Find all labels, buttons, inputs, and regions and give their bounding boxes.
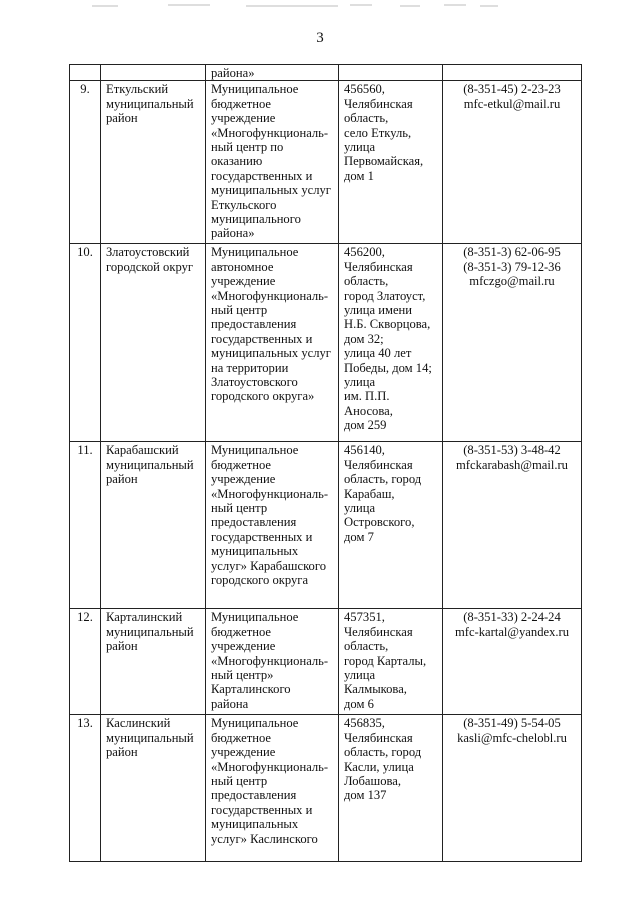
institution-line: «Многофункциональ- bbox=[211, 125, 329, 140]
institution-line: Муниципальное bbox=[211, 82, 299, 97]
address-line: 456200, bbox=[344, 245, 385, 260]
contacts-cell bbox=[443, 609, 582, 715]
address-line: область, город bbox=[344, 745, 422, 760]
institution-line: государственных и bbox=[211, 802, 313, 817]
address-line: село Еткуль, bbox=[344, 125, 412, 140]
district-line: муниципальный bbox=[106, 730, 194, 745]
institution-line: Златоустовского bbox=[211, 375, 298, 390]
address-line: дом 1 bbox=[344, 168, 374, 183]
institution-line: муниципальных услуг bbox=[211, 346, 331, 361]
institution-line: городского округа bbox=[211, 573, 309, 588]
contacts-line: (8-351-45) 2-23-23 bbox=[463, 82, 561, 97]
row-number: 9. bbox=[80, 82, 90, 97]
institution-line: государственных и bbox=[211, 331, 313, 346]
address-line: улица bbox=[344, 501, 376, 516]
institution-line: городского округа» bbox=[211, 389, 315, 404]
institution-line: предоставления bbox=[211, 515, 297, 530]
mfc-table bbox=[69, 64, 582, 862]
institution-line: района» bbox=[211, 66, 255, 80]
institution-line: предоставления bbox=[211, 317, 297, 332]
address-cell bbox=[339, 65, 443, 81]
contacts-cell bbox=[443, 244, 582, 442]
institution-line: услуг» Карабашского bbox=[211, 558, 326, 573]
institution-line: учреждение bbox=[211, 274, 276, 289]
table-row bbox=[70, 442, 582, 609]
table-row bbox=[70, 715, 582, 862]
contacts-line: mfc-etkul@mail.ru bbox=[463, 96, 561, 111]
address-line: город Карталы, bbox=[344, 653, 427, 668]
table-row bbox=[70, 244, 582, 442]
contacts-line: mfckarabash@mail.ru bbox=[456, 457, 568, 472]
address-line: Карабаш, bbox=[344, 486, 395, 501]
institution-line: района» bbox=[211, 226, 255, 241]
institution-line: муниципальных bbox=[211, 817, 299, 832]
address-line: дом 259 bbox=[344, 418, 387, 433]
institution-line: муниципальных услуг bbox=[211, 183, 331, 198]
address-line: дом 137 bbox=[344, 788, 387, 803]
address-line: 456560, bbox=[344, 82, 385, 97]
institution-line: бюджетное bbox=[211, 457, 271, 472]
district-line: Карталинский bbox=[106, 610, 183, 625]
address-line: область, bbox=[344, 639, 389, 654]
district-line: Карабашский bbox=[106, 443, 179, 458]
institution-line: муниципального bbox=[211, 212, 301, 227]
address-line: 456835, bbox=[344, 716, 385, 731]
institution-line: Муниципальное bbox=[211, 610, 299, 625]
address-line: область, bbox=[344, 111, 389, 126]
address-line: Челябинская bbox=[344, 457, 413, 472]
district-line: район bbox=[106, 745, 138, 760]
contacts-cell bbox=[443, 715, 582, 862]
contacts-line: (8-351-49) 5-54-05 bbox=[463, 716, 561, 731]
district-line: Златоустовский bbox=[106, 245, 190, 260]
district-line: район bbox=[106, 111, 138, 126]
institution-line: бюджетное bbox=[211, 624, 271, 639]
row-number-cell bbox=[70, 244, 101, 442]
institution-line: государственных и bbox=[211, 168, 313, 183]
table-row bbox=[70, 81, 582, 244]
address-line: Касли, улица bbox=[344, 759, 414, 774]
institution-line: Муниципальное bbox=[211, 443, 299, 458]
institution-line: учреждение bbox=[211, 745, 276, 760]
institution-line: муниципальных bbox=[211, 544, 299, 559]
district-line: муниципальный bbox=[106, 457, 194, 472]
contacts-line: (8-351-3) 62-06-95 bbox=[463, 245, 561, 260]
institution-line: «Многофункциональ- bbox=[211, 288, 329, 303]
institution-cell bbox=[206, 65, 339, 81]
page-number: 3 bbox=[316, 30, 324, 46]
district-line: район bbox=[106, 472, 138, 487]
institution-line: бюджетное bbox=[211, 96, 271, 111]
district-cell bbox=[101, 65, 206, 81]
address-cell bbox=[339, 715, 443, 862]
district-cell bbox=[101, 442, 206, 609]
contacts-cell bbox=[443, 442, 582, 609]
address-line: Челябинская bbox=[344, 624, 413, 639]
institution-line: оказанию bbox=[211, 154, 263, 169]
address-line: дом 7 bbox=[344, 529, 374, 544]
institution-line: услуг» Каслинского bbox=[211, 831, 318, 846]
institution-cell bbox=[206, 715, 339, 862]
institution-line: Муниципальное bbox=[211, 716, 299, 731]
table-row bbox=[70, 609, 582, 715]
address-line: Калмыкова, bbox=[344, 682, 407, 697]
address-line: Победы, дом 14; bbox=[344, 360, 432, 375]
contacts-line: (8-351-33) 2-24-24 bbox=[463, 610, 561, 625]
institution-line: «Многофункциональ- bbox=[211, 653, 329, 668]
institution-line: района bbox=[211, 696, 249, 711]
table-row bbox=[70, 65, 582, 81]
contacts-line: (8-351-3) 79-12-36 bbox=[463, 259, 561, 274]
address-line: Н.Б. Скворцова, bbox=[344, 317, 431, 332]
address-line: Челябинская bbox=[344, 259, 413, 274]
row-number-cell bbox=[70, 65, 101, 81]
institution-line: ный центр по bbox=[211, 140, 284, 155]
row-number: 10. bbox=[77, 245, 93, 260]
institution-line: «Многофункциональ- bbox=[211, 486, 329, 501]
scan-noise bbox=[0, 0, 640, 14]
institution-cell bbox=[206, 442, 339, 609]
address-cell bbox=[339, 442, 443, 609]
address-line: Челябинская bbox=[344, 730, 413, 745]
institution-line: Карталинского bbox=[211, 682, 291, 697]
institution-line: ный центр bbox=[211, 501, 268, 516]
district-cell bbox=[101, 609, 206, 715]
row-number: 12. bbox=[77, 610, 93, 625]
address-line: улица 40 лет bbox=[344, 346, 412, 361]
institution-cell bbox=[206, 609, 339, 715]
address-line: Первомайская, bbox=[344, 154, 424, 169]
institution-cell bbox=[206, 244, 339, 442]
address-line: улица bbox=[344, 375, 376, 390]
institution-line: государственных и bbox=[211, 529, 313, 544]
institution-line: ный центр bbox=[211, 303, 268, 318]
address-line: область, город bbox=[344, 472, 422, 487]
institution-line: учреждение bbox=[211, 472, 276, 487]
district-line: муниципальный bbox=[106, 96, 194, 111]
institution-line: учреждение bbox=[211, 639, 276, 654]
row-number-cell bbox=[70, 609, 101, 715]
address-line: город Златоуст, bbox=[344, 288, 426, 303]
address-line: Островского, bbox=[344, 515, 415, 530]
institution-line: ный центр bbox=[211, 774, 268, 789]
district-line: городской округ bbox=[106, 259, 194, 274]
institution-line: ный центр» bbox=[211, 668, 274, 683]
address-line: дом 32; bbox=[344, 331, 384, 346]
address-line: Лобашова, bbox=[344, 774, 402, 789]
row-number-cell bbox=[70, 715, 101, 862]
institution-line: учреждение bbox=[211, 111, 276, 126]
district-line: район bbox=[106, 639, 138, 654]
row-number-cell bbox=[70, 442, 101, 609]
row-number: 13. bbox=[77, 716, 93, 731]
address-cell bbox=[339, 81, 443, 244]
district-line: муниципальный bbox=[106, 624, 194, 639]
row-number: 11. bbox=[77, 443, 93, 458]
institution-line: бюджетное bbox=[211, 730, 271, 745]
address-line: улица имени bbox=[344, 303, 413, 318]
institution-line: «Многофункциональ- bbox=[211, 759, 329, 774]
district-line: Еткульский bbox=[106, 82, 169, 97]
district-cell bbox=[101, 715, 206, 862]
address-line: Аносова, bbox=[344, 403, 393, 418]
district-cell bbox=[101, 244, 206, 442]
address-line: им. П.П. bbox=[344, 389, 390, 404]
address-line: 456140, bbox=[344, 443, 385, 458]
institution-line: Муниципальное bbox=[211, 245, 299, 260]
row-number-cell bbox=[70, 81, 101, 244]
contacts-cell bbox=[443, 81, 582, 244]
institution-line: автономное bbox=[211, 259, 274, 274]
address-cell bbox=[339, 609, 443, 715]
institution-line: предоставления bbox=[211, 788, 297, 803]
institution-cell bbox=[206, 81, 339, 244]
address-cell bbox=[339, 244, 443, 442]
address-line: Челябинская bbox=[344, 96, 413, 111]
contacts-line: (8-351-53) 3-48-42 bbox=[463, 443, 561, 458]
institution-line: Еткульского bbox=[211, 197, 277, 212]
table-body bbox=[70, 65, 582, 862]
address-line: улица bbox=[344, 140, 376, 155]
address-line: 457351, bbox=[344, 610, 385, 625]
district-line: Каслинский bbox=[106, 716, 171, 731]
address-line: область, bbox=[344, 274, 389, 289]
contacts-cell bbox=[443, 65, 582, 81]
district-cell bbox=[101, 81, 206, 244]
address-line: дом 6 bbox=[344, 696, 374, 711]
address-line: улица bbox=[344, 668, 376, 683]
contacts-line: mfc-kartal@yandex.ru bbox=[454, 624, 570, 639]
institution-line: на территории bbox=[211, 360, 289, 375]
contacts-line: mfczgo@mail.ru bbox=[469, 274, 555, 289]
contacts-line: kasli@mfc-chelobl.ru bbox=[457, 730, 567, 745]
